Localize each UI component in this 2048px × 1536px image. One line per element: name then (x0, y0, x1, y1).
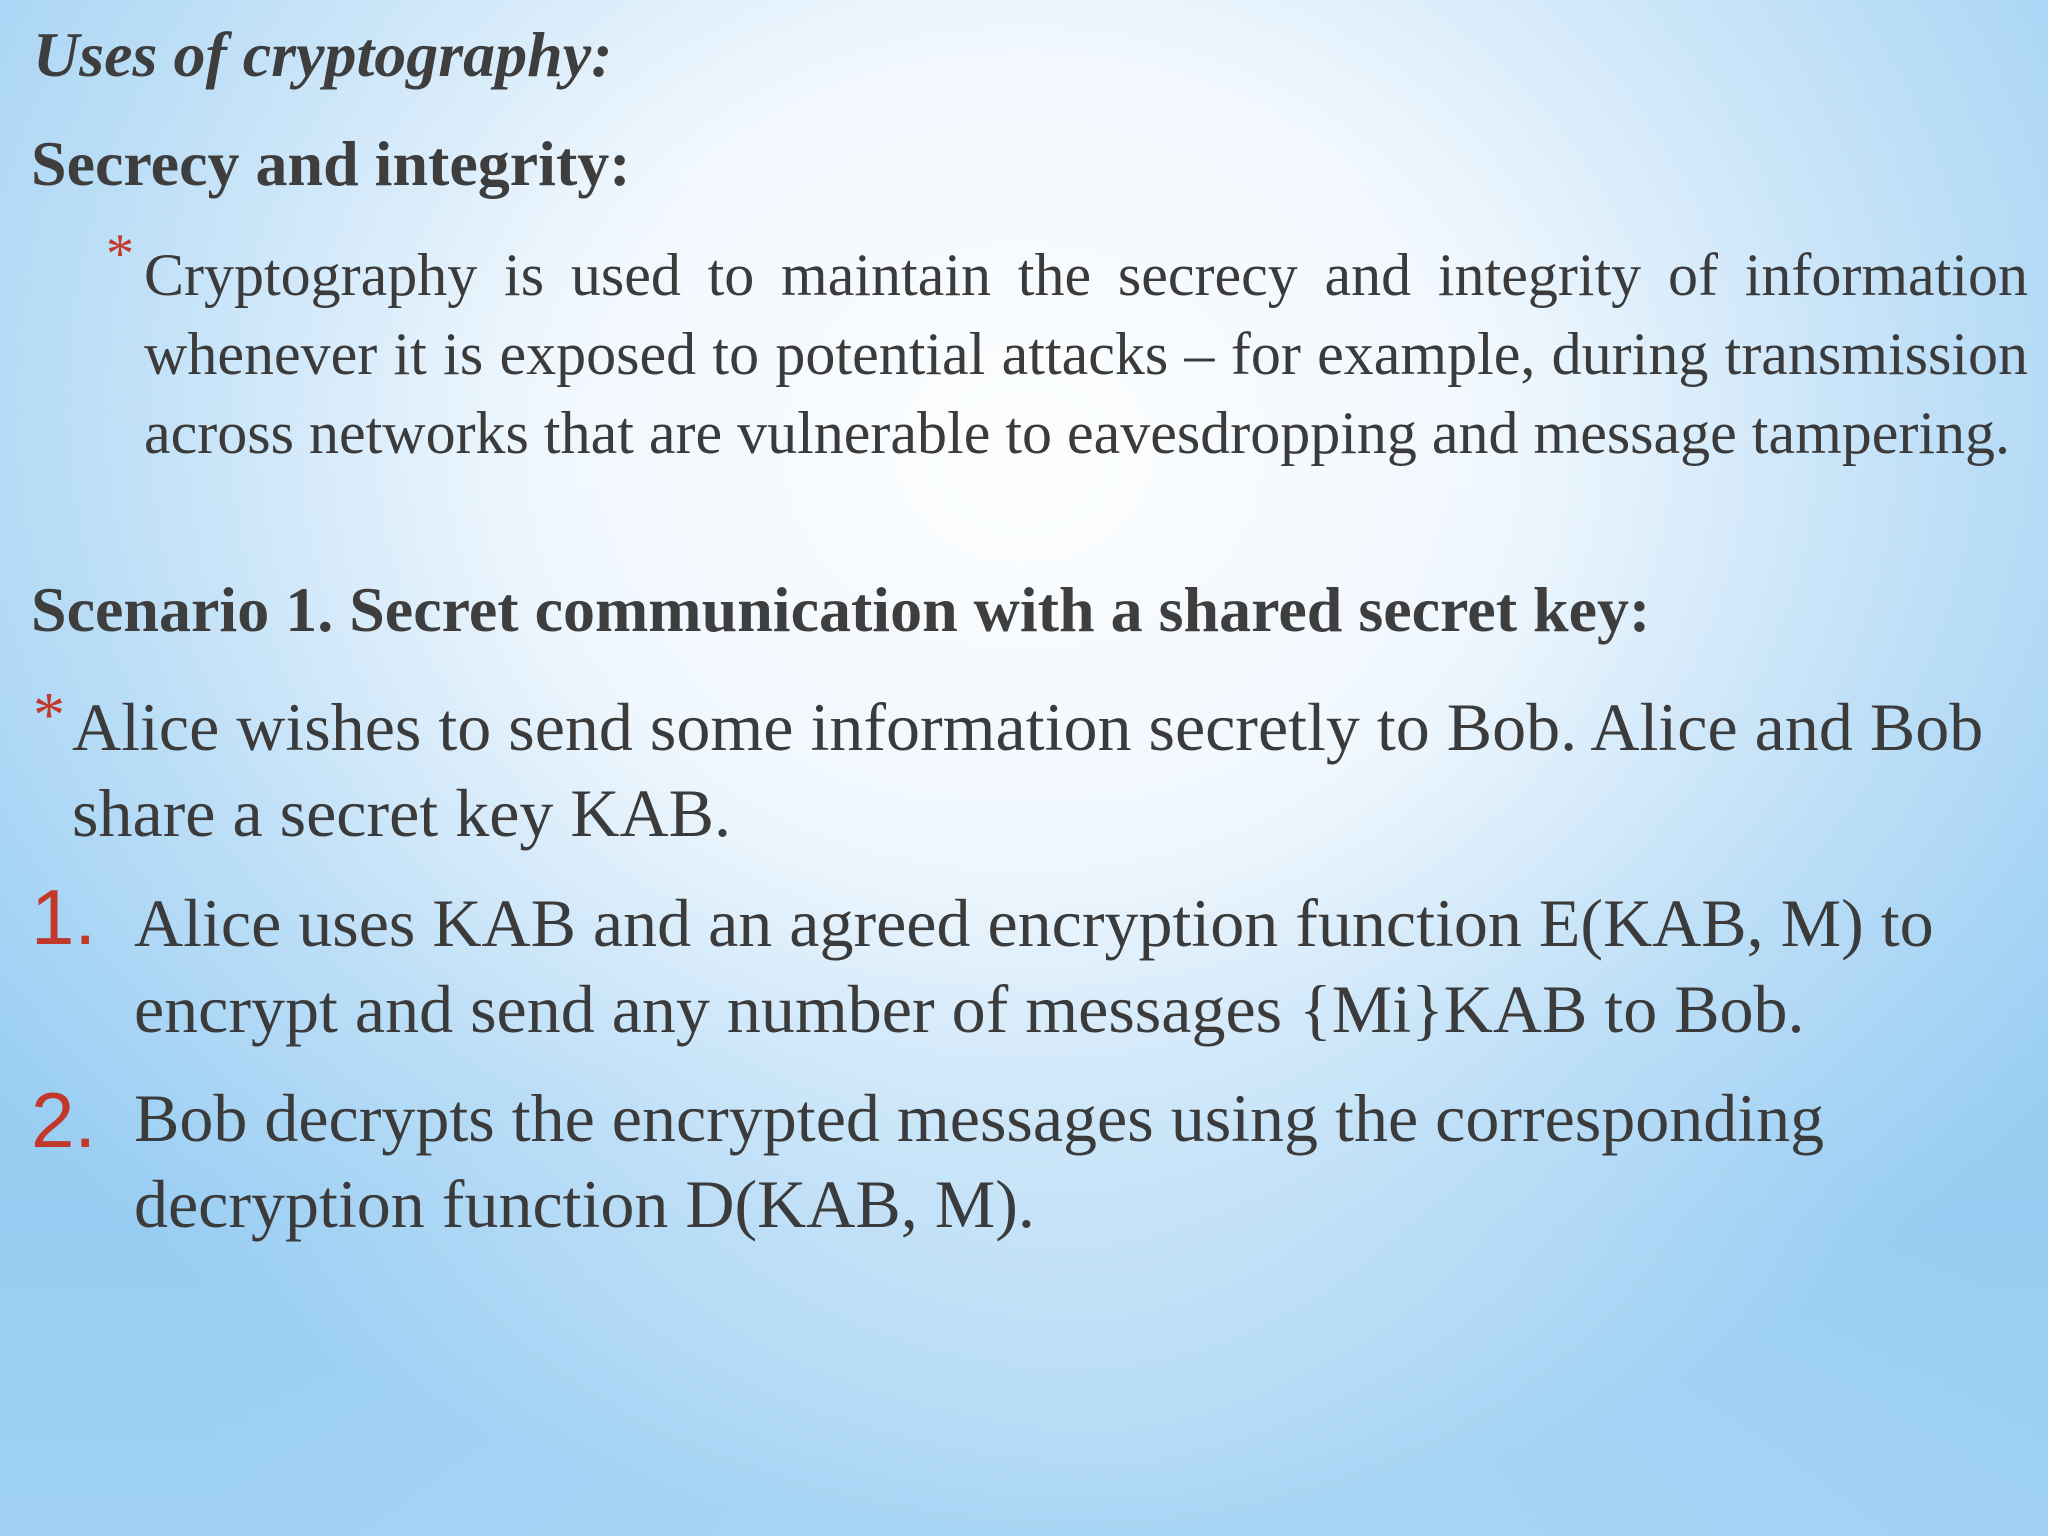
scenario-intro-paragraph: Alice wishes to send some information secretly to Bob. Alice and Bob share a secret key KAB. (72, 689, 1984, 851)
slide-title: Uses of cryptography: (33, 19, 613, 90)
bullet-asterisk-icon: * (106, 223, 134, 285)
bullet-asterisk-icon: * (33, 679, 65, 750)
secrecy-paragraph: Cryptography is used to maintain the secrecy and integrity of information whenever it is exposed to potential attacks – for example, during transmission across networks that are vulnerable to eavesdropping and message tampering. (144, 242, 2028, 466)
section-heading-secrecy: Secrecy and integrity: (31, 128, 631, 199)
step-number: 2. (31, 1076, 97, 1164)
step-number: 1. (31, 873, 97, 961)
step-text: Bob decrypts the encrypted messages using the corresponding decryption function D(KAB, M). (134, 1080, 1825, 1242)
scenario-heading: Scenario 1. Secret communication with a shared secret key: (31, 574, 1651, 645)
step-text: Alice uses KAB and an agreed encryption function E(KAB, M) to encrypt and send any number of messages {Mi}KAB to Bob. (134, 885, 1934, 1047)
